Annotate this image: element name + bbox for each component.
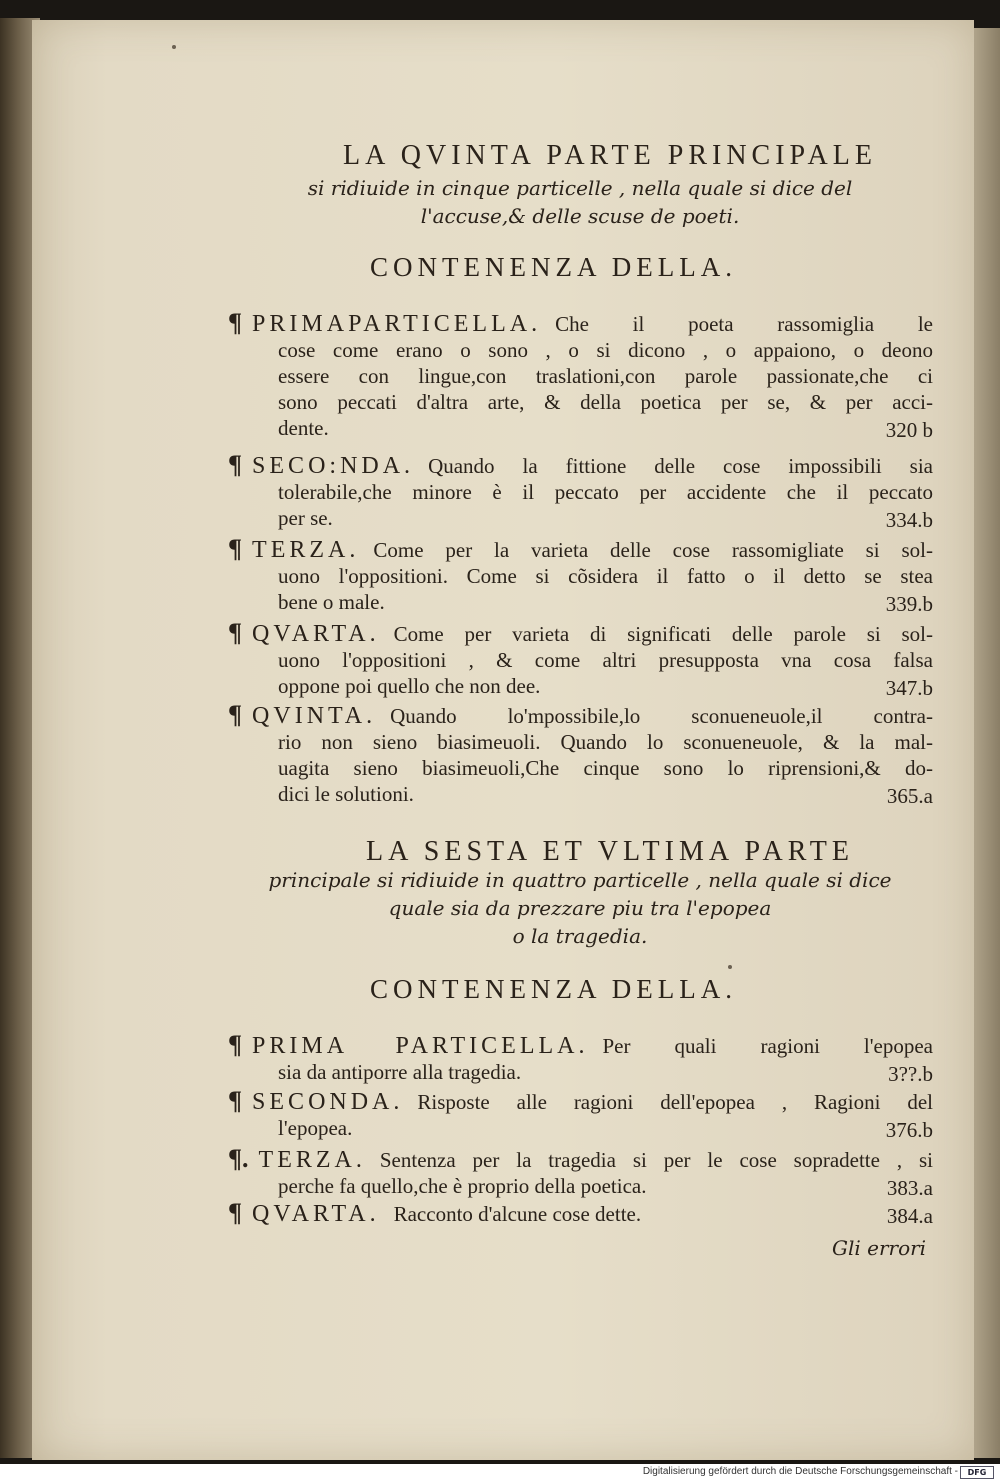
section-6-entry-3 [228, 1146, 933, 1199]
entry-line: essere con lingue,con traslationi,con parole passionate,che ci [278, 364, 933, 388]
entry-line: per se. [278, 506, 333, 530]
entry-line: Che il poeta rassomiglia le [555, 312, 933, 336]
section-5-entry-5 [228, 702, 933, 807]
section-5-entry-4 [228, 620, 933, 699]
entry-line: sono peccati d'altra arte, & della poetica per se, & per acci- [278, 390, 933, 414]
entry-line: dente. [278, 416, 329, 440]
entry-line: rio non sieno biasimeuoli. Quando lo sconueneuole, & la mal- [278, 730, 933, 754]
entry-line: oppone poi quello che non dee. [278, 674, 541, 698]
entry-line: Quando lo'mpossibile,lo sconueneuole,il contra- [390, 704, 933, 728]
entry-line: tolerabile,che minore è il peccato per accidente che il peccato [278, 480, 933, 504]
entry-line: uono l'oppositioni , & come altri presupposta vna cosa falsa [278, 648, 933, 672]
section-5-contents-heading: CONTENENZA DELLA. [370, 252, 737, 282]
entry-line: Quando la fittione delle cose impossibili sia [428, 454, 933, 478]
pilcrow-mark: ¶ [228, 310, 243, 337]
entry-line: Risposte alle ragioni dell'epopea , Ragioni del [417, 1090, 933, 1114]
catchword: Gli errori [832, 1236, 927, 1260]
entry-label: TERZA. [258, 1147, 366, 1173]
footer-bar [0, 1464, 1000, 1479]
section-6-subtitle-line-1: principale si ridiuide in quattro particelle , nella quale si dice [268, 868, 892, 892]
pilcrow-mark: ¶ [228, 452, 243, 479]
pilcrow-mark: ¶ [228, 702, 243, 729]
section-5-subtitle-line-1: si ridiuide in cinque particelle , nella quale si dice del [307, 176, 853, 200]
page-reference: 334.b [885, 508, 933, 532]
pilcrow-mark: ¶. [228, 1146, 249, 1173]
page-reference: 339.b [885, 592, 933, 616]
entry-line: sia da antiporre alla tragedia. [278, 1060, 522, 1084]
page-edge [972, 28, 1000, 1458]
page-reference: 376.b [885, 1118, 933, 1142]
dfg-logo-icon: DFG [960, 1466, 994, 1479]
entry-label: TERZA. [252, 537, 360, 563]
entry-label: SECONDA. [252, 1089, 404, 1115]
entry-line: cose come erano o sono , o si dicono , o appaiono, o deono [278, 338, 933, 362]
section-6-subtitle-line-3: o la tragedia. [512, 924, 648, 948]
section-5-subtitle-line-2: l'accuse,& delle scuse de poeti. [420, 204, 740, 228]
page-reference: 3??.b [888, 1062, 933, 1086]
page-reference: 383.a [886, 1176, 933, 1200]
pilcrow-mark: ¶ [228, 1032, 243, 1059]
section-5-entry-1 [228, 310, 933, 441]
page-reference: 320 b [885, 418, 933, 442]
pilcrow-mark: ¶ [228, 620, 243, 647]
entry-line: Per quali ragioni l'epopea [602, 1034, 933, 1058]
entry-label: SECO:NDA. [252, 453, 415, 479]
section-6-entry-1 [228, 1032, 933, 1085]
entry-line: Racconto d'alcune cose dette. [393, 1202, 642, 1226]
entry-line: Come per la varieta delle cose rassomigliate si sol- [373, 538, 933, 562]
entry-label: QVINTA. [252, 703, 377, 729]
page-reference: 384.a [886, 1204, 933, 1228]
entry-line: dici le solutioni. [278, 782, 414, 806]
section-6-subtitle-line-2: quale sia da prezzare piu tra l'epopea [388, 896, 772, 920]
entry-label: QVARTA. [252, 621, 380, 647]
entry-line: uono l'oppositioni. Come si cõsidera il fatto o il detto se stea [278, 564, 933, 588]
section-5-title: LA QVINTA PARTE PRINCIPALE [343, 140, 877, 171]
section-6-entry-4 [228, 1200, 933, 1227]
speck [172, 45, 176, 49]
funding-notice: Digitalisierung gefördert durch die Deutsche Forschungsgemeinschaft - [642, 1466, 958, 1477]
entry-line: Sentenza per la tragedia si per le cose sopradette , si [379, 1148, 933, 1172]
entry-line: uagita sieno biasimeuoli,Che cinque sono lo riprensioni,& do- [278, 756, 933, 780]
pilcrow-mark: ¶ [228, 536, 243, 563]
entry-line: perche fa quello,che è proprio della poetica. [278, 1174, 647, 1198]
entry-line: Come per varieta di significati delle parole si sol- [393, 622, 933, 646]
section-5-entry-2 [228, 452, 933, 531]
speck [728, 965, 732, 969]
section-5-entry-3 [228, 536, 933, 615]
section-6-contents-heading: CONTENENZA DELLA. [370, 974, 737, 1004]
page-reference: 347.b [885, 676, 933, 700]
page-reference: 365.a [886, 784, 933, 808]
section-6-title: LA SESTA ET VLTIMA PARTE [366, 836, 854, 867]
entry-label: PRIMAPARTICELLA. [252, 311, 542, 337]
entry-label: QVARTA. [252, 1201, 380, 1227]
section-6-entry-2 [228, 1088, 933, 1141]
entry-line: l'epopea. [278, 1116, 353, 1140]
pilcrow-mark: ¶ [228, 1200, 243, 1227]
pilcrow-mark: ¶ [228, 1088, 243, 1115]
entry-label: PRIMA PARTICELLA. [252, 1033, 589, 1059]
entry-line: bene o male. [278, 590, 385, 614]
